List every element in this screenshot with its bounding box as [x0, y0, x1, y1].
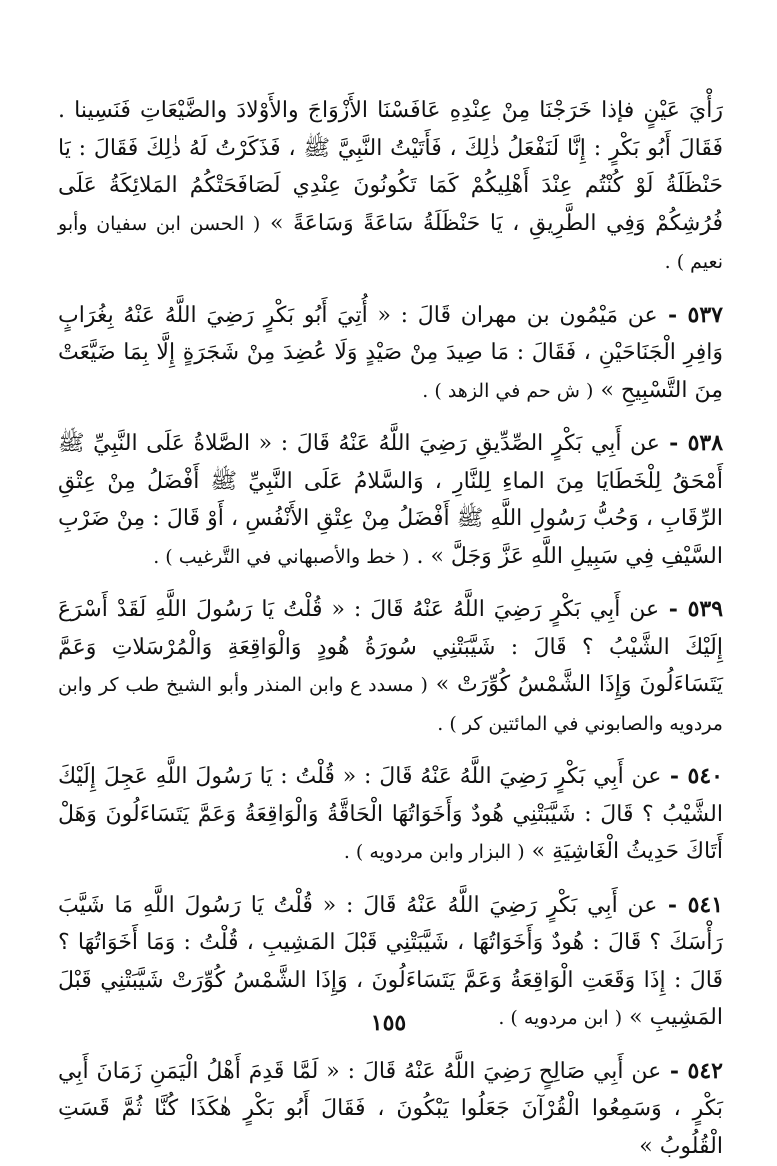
- entry-source: ( ش حم في الزهد ) .: [422, 380, 593, 402]
- page-number: ١٥٥: [0, 1010, 777, 1036]
- entry-number: ٥٤٢ -: [661, 1058, 723, 1084]
- entry-source: ( مسدد ع وابن المنذر وأبو الشيخ طب كر وابن مردويه والصابوني في المائتين كر ) .: [58, 674, 723, 735]
- entry-text: عن أَبِي صَالِحٍ رَضِيَ اللَّهُ عَنْهُ قَالَ : « لَمَّا قَدِمَ أَهْلُ الْيَمَنِ زَمَانَ أَبِي بَكْرٍ ، وَسَمِعُوا الْقُرْآنَ جَعَلُوا يَبْكُونَ ، فَقَالَ أَبُو بَكْرٍ هٰكَذَا كُنَّا ثُمَّ قَسَتِ الْقُلُوبُ »: [58, 1059, 723, 1159]
- entry-text: عن أَبِي بَكْرٍ رَضِيَ اللَّهُ عَنْهُ قَالَ : « قُلْتُ يَا رَسُولَ اللَّهِ لَقَدْ أَسْرَعَ إِلَيْكَ الشَّيْبُ ؟ قَالَ : شَيَّبَتْنِي سُورَةُ هُودٍ وَالْوَاقِعَةِ وَالْمُرْسَلاتِ وَعَمَّ يَتَسَاءَلُونَ وَإِذَا الشَّمْسُ كُوِّرَتْ »: [58, 597, 723, 697]
- entry-source: ( خط والأصبهاني في التَّرغيب ) .: [153, 546, 409, 568]
- hadith-entry-continuation: [58, 92, 723, 282]
- hadith-entry-540: [58, 758, 723, 872]
- entry-number: ٥٤٠ -: [661, 763, 723, 789]
- entry-source: ( البزار وابن مردويه ) .: [344, 841, 525, 863]
- hadith-entry-542: [58, 1053, 723, 1166]
- entry-number: ٥٤١ -: [657, 892, 723, 918]
- entry-text: رَأْيَ عَيْنٍ فإذا خَرَجْنَا مِنْ عِنْدِهِ عَافَسْنَا الأَزْوَاجَ والأَوْلادَ والضَّيْعَاتِ فَنَسِينا . فَقَالَ أَبُو بَكْرٍ : إِنَّا لَنَفْعَلُ ذٰلِكَ ، فَأَتَيْتُ النَّبِيَّ ﷺ ، فَذَكَرْتُ لَهُ ذٰلِكَ فَقَالَ : يَا حَنْظَلَةُ لَوْ كُنْتُم عِنْدَ أَهْلِيكُمْ كَمَا تَكُونُونَ عِنْدِي لَصَافَحَتْكُمُ المَلائِكَةُ عَلَى فُرُشِكُمْ وَفِي الطَّرِيقِ ، يَا حَنْظَلَةُ سَاعَةً وَسَاعَةً »: [58, 98, 723, 236]
- entry-number: ٥٣٧ -: [658, 302, 723, 328]
- entry-text: عن مَيْمُون بن مهران قَالَ : « أُتِيَ أَبُو بَكْرٍ رَضِيَ اللَّهُ عَنْهُ بِغُرَابٍ وَافِرِ الْجَنَاحَيْنِ ، فَقَالَ : مَا صِيدَ مِنْ صَيْدٍ وَلَا عُضِدَ مِنْ شَجَرَةٍ إِلَّا بِمَا ضَيَّعَتْ مِنَ التَّسْبِيحِ »: [58, 303, 723, 403]
- entry-text: عن أَبِي بَكْرٍ رَضِيَ اللَّهُ عَنْهُ قَالَ : « قُلْتُ : يَا رَسُولَ اللَّهِ عَجِلَ إِلَيْكَ الشَّيْبُ ؟ قَالَ : شَيَّبَتْنِي هُودٌ وَأَخَوَاتُهَا الْحَاقَّةُ وَالْوَاقِعَةُ وَعَمَّ يَتَسَاءَلُونَ وَهَلْ أَتَاكَ حَدِيثُ الْغَاشِيَةِ »: [58, 764, 723, 864]
- entry-source: ( الحسن ابن سفيان وأبو نعيم ) .: [58, 213, 723, 274]
- entry-text: عن أَبِي بَكْرٍ الصِّدِّيقِ رَضِيَ اللَّهُ عَنْهُ قَالَ : « الصَّلاةُ عَلَى النَّبِيِّ ﷺ أَمْحَقُ لِلْخَطَايَا مِنَ الماءِ لِلنَّارِ ، وَالسَّلامُ عَلَى النَّبِيِّ ﷺ أَفْضَلُ مِنْ عِتْقِ الرِّقَابِ ، وَحُبُّ رَسُولِ اللَّهِ ﷺ أَفْضَلُ مِنْ عِتْقِ الأَنْفُسِ ، أَوْ قَالَ : مِنْ ضَرْبِ السَّيْفِ فِي سَبِيلِ اللَّهِ عَزَّ وَجَلَّ » .: [58, 431, 723, 569]
- hadith-entry-537: [58, 297, 723, 411]
- entry-number: ٥٣٩ -: [659, 596, 723, 622]
- entry-source: ( ابن مردويه ) .: [498, 1007, 622, 1029]
- hadith-entry-538: [58, 425, 723, 576]
- entry-number: ٥٣٨ -: [660, 430, 723, 456]
- entry-text: عن أَبِي بَكْرٍ رَضِيَ اللَّهُ عَنْهُ قَالَ : « قُلْتُ يَا رَسُولَ اللَّهِ مَا شَيَّبَ رَأْسَكَ ؟ قَالَ : هُودٌ وَأَخَوَاتُهَا ، شَيَّبَتْنِي قَبْلَ المَشِيبِ ، قُلْتُ : وَمَا أَخَوَاتُهَا ؟ قَالَ : إِذَا وَقَعَتِ الْوَاقِعَةُ وَعَمَّ يَتَسَاءَلُونَ ، وَإِذَا الشَّمْسُ كُوِّرَتْ شَيَّبَتْنِي قَبْلَ المَشِيبِ »: [58, 893, 723, 1031]
- hadith-entry-539: [58, 591, 723, 743]
